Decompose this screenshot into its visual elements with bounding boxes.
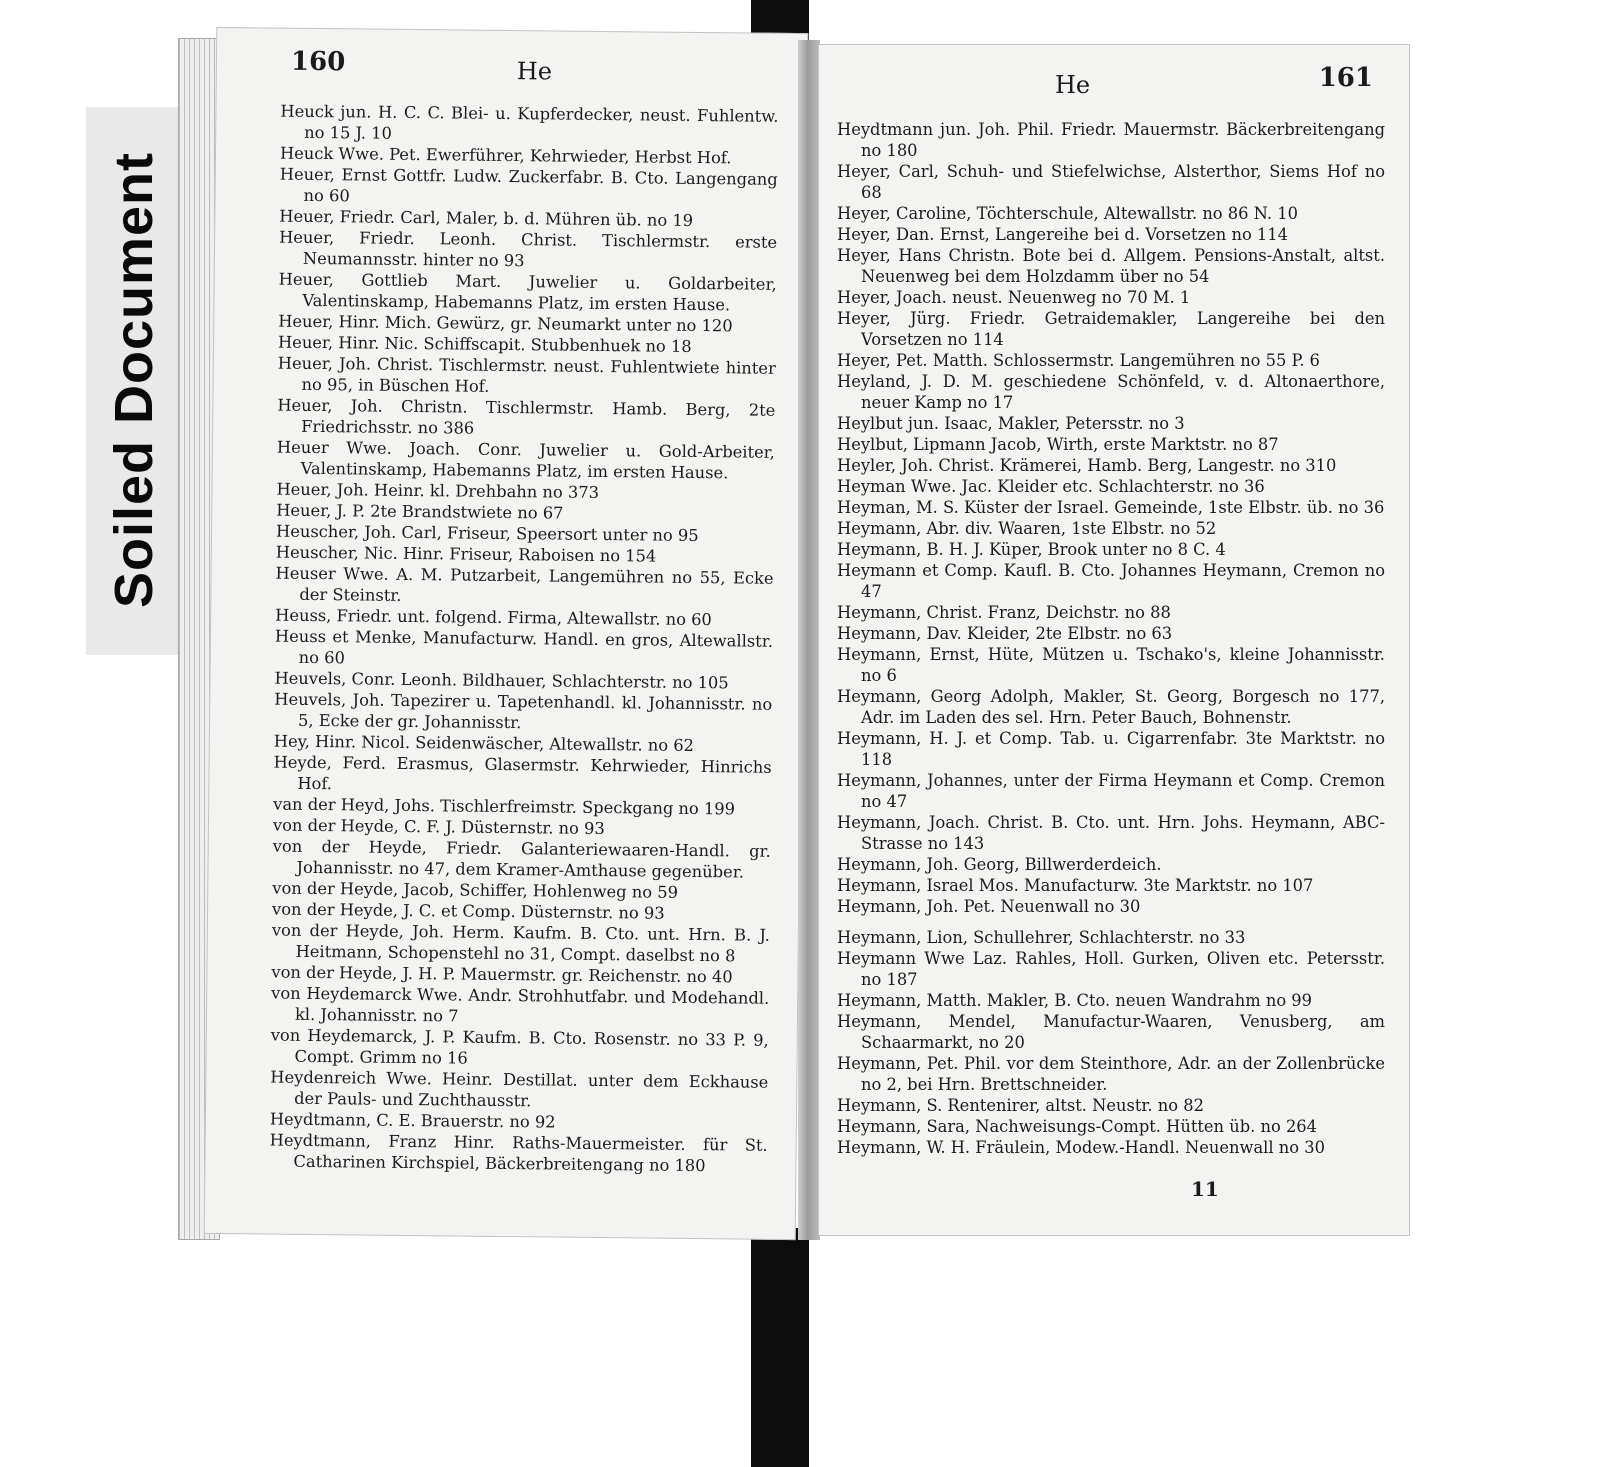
directory-entry: Heymann, Mendel, Manufactur-Waaren, Venusberg, am Schaarmarkt, no 20 — [837, 1012, 1385, 1052]
directory-entry: von der Heyde, Joh. Herm. Kaufm. B. Cto. unt. Hrn. B. J. Heitmann, Schopenstehl no 31, Compt. daselbst no 8 — [271, 920, 770, 966]
directory-entry: von Heydemarck Wwe. Andr. Strohhutfabr. und Modehandl. kl. Johannisstr. no 7 — [271, 983, 770, 1026]
directory-entry: Heymann, Georg Adolph, Makler, St. Georg, Borgesch no 177, Adr. im Laden des sel. Hrn. Peter Bauch, Bohnenstr. — [837, 687, 1385, 727]
directory-entry: Heymann et Comp. Kaufl. B. Cto. Johannes Heymann, Cremon no 47 — [837, 561, 1385, 601]
directory-entry: Heuer, Hinr. Mich. Gewürz, gr. Neumarkt unter no 120 — [278, 311, 733, 336]
left-entry-list — [269, 101, 778, 1177]
directory-entry: Heyer, Pet. Matth. Schlossermstr. Langemühren no 55 P. 6 — [837, 351, 1320, 370]
page-number: 160 — [290, 46, 346, 78]
directory-entry: Heymann, B. H. J. Küper, Brook unter no 8 C. 4 — [837, 540, 1226, 559]
directory-entry: Heyde, Ferd. Erasmus, Glasermstr. Kehrwieder, Hinrichs Hof. — [273, 752, 772, 794]
directory-entry: Heymann, Joach. Christ. B. Cto. unt. Hrn. Johs. Heymann, ABC-Strasse no 143 — [837, 813, 1385, 853]
directory-entry: Heymann, Dav. Kleider, 2te Elbstr. no 63 — [837, 624, 1173, 643]
running-head: He — [1055, 71, 1091, 99]
directory-entry: Heymann, Lion, Schullehrer, Schlachterstr. no 33 — [837, 928, 1246, 947]
directory-entry: Heuck Wwe. Pet. Ewerführer, Kehrwieder, Herbst Hof. — [279, 143, 732, 168]
directory-entry: Heymann, Sara, Nachweisungs-Compt. Hütten üb. no 264 — [837, 1117, 1318, 1136]
directory-entry: Heuvels, Joh. Tapezirer u. Tapetenhandl. kl. Johannisstr. no 5, Ecke der gr. Johannisstr. — [274, 689, 773, 733]
directory-entry: Heymann Wwe Laz. Rahles, Holl. Gurken, Oliven etc. Petersstr. no 187 — [837, 949, 1385, 989]
directory-entry: Heuer, Friedr. Carl, Maler, b. d. Mühren üb. no 19 — [279, 206, 694, 230]
directory-entry: Heymann, W. H. Fräulein, Modew.-Handl. Neuenwall no 30 — [837, 1138, 1325, 1157]
directory-entry: Heymann, S. Rentenirer, altst. Neustr. no 82 — [837, 1096, 1204, 1115]
directory-entry: Heuser Wwe. A. M. Putzarbeit, Langemühren no 55, Ecke der Steinstr. — [275, 563, 774, 605]
directory-entry: Heyer, Dan. Ernst, Langereihe bei d. Vorsetzen no 114 — [837, 225, 1288, 244]
left-page — [204, 27, 809, 1240]
directory-entry: Heymann, Abr. div. Waaren, 1ste Elbstr. no 52 — [837, 519, 1217, 538]
directory-entry: Heydtmann, Franz Hinr. Raths-Mauermeister. für St. Catharinen Kirchspiel, Bäckerbreitengang no 180 — [269, 1130, 768, 1176]
directory-entry: Heuer, Ernst Gottfr. Ludw. Zuckerfabr. B. Cto. Langengang no 60 — [279, 164, 778, 206]
signature-mark: 11 — [1191, 1177, 1219, 1201]
directory-entry: Heuer, Gottlieb Mart. Juwelier u. Goldarbeiter, Valentinskamp, Habemanns Platz, im ersten Hause. — [278, 269, 777, 315]
directory-entry: Heyer, Carl, Schuh- und Stiefelwichse, Alsterthor, Siems Hof no 68 — [837, 162, 1385, 202]
directory-entry: Heyer, Caroline, Töchterschule, Altewallstr. no 86 N. 10 — [837, 204, 1298, 223]
directory-entry: Heuss et Menke, Manufacturw. Handl. en gros, Altewallstr. no 60 — [274, 626, 774, 668]
right-entry-list — [837, 119, 1385, 1158]
directory-entry: von der Heyde, Jacob, Schiffer, Hohlenweg no 59 — [272, 878, 679, 902]
directory-entry: Heuscher, Nic. Hinr. Friseur, Raboisen no 154 — [275, 542, 657, 566]
directory-entry: Heyer, Jürg. Friedr. Getraidemakler, Langereihe bei den Vorsetzen no 114 — [837, 309, 1385, 349]
directory-entry: Heymann, Israel Mos. Manufacturw. 3te Marktstr. no 107 — [837, 876, 1314, 895]
directory-entry: Heymann, Joh. Pet. Neuenwall no 30 — [837, 897, 1141, 916]
directory-entry: Heuer, Joh. Christn. Tischlermstr. Hamb. Berg, 2te Friedrichsstr. no 386 — [277, 395, 776, 438]
binding-strip-bottom — [751, 1228, 809, 1467]
directory-entry: von der Heyde, Friedr. Galanteriewaaren-Handl. gr. Johannisstr. no 47, dem Kramer-Amthause gegenüber. — [272, 836, 771, 882]
right-page — [818, 44, 1410, 1236]
directory-entry: Heyland, J. D. M. geschiedene Schönfeld, v. d. Altonaerthore, neuer Kamp no 17 — [837, 372, 1385, 412]
directory-entry: Heuer Wwe. Joach. Conr. Juwelier u. Gold-Arbeiter, Valentinskamp, Habemanns Platz, im ersten Hause. — [276, 437, 776, 483]
directory-entry: von Heydemarck, J. P. Kaufm. B. Cto. Rosenstr. no 33 P. 9, Compt. Grimm no 16 — [270, 1025, 769, 1068]
directory-entry: Heuck jun. H. C. C. Blei- u. Kupferdecker, neust. Fuhlentw. no 15 J. 10 — [280, 101, 779, 143]
directory-entry: Heymann, Joh. Georg, Billwerderdeich. — [837, 855, 1162, 874]
directory-entry: Heymann, H. J. et Comp. Tab. u. Cigarrenfabr. 3te Marktstr. no 118 — [837, 729, 1385, 769]
directory-entry: Heydtmann jun. Joh. Phil. Friedr. Mauermstr. Bäckerbreitengang no 180 — [837, 120, 1385, 160]
directory-entry: Heuer, J. P. 2te Brandstwiete no 67 — [276, 500, 564, 523]
directory-entry: Heuer, Joh. Heinr. kl. Drehbahn no 373 — [276, 479, 600, 502]
directory-entry: Heuer, Joh. Christ. Tischlermstr. neust. Fuhlentwiete hinter no 95, in Büschen Hof. — [277, 353, 776, 396]
directory-entry: Heuss, Friedr. unt. folgend. Firma, Altewallstr. no 60 — [275, 605, 712, 630]
directory-entry: Heuvels, Conr. Leonh. Bildhauer, Schlachterstr. no 105 — [274, 668, 729, 693]
directory-entry: Heymann, Pet. Phil. vor dem Steinthore, Adr. an der Zollenbrücke no 2, bei Hrn. Brettschneider. — [837, 1054, 1385, 1094]
directory-entry: Heyman Wwe. Jac. Kleider etc. Schlachterstr. no 36 — [837, 477, 1265, 496]
directory-entry: Heylbut, Lipmann Jacob, Wirth, erste Marktstr. no 87 — [837, 435, 1279, 454]
directory-entry: Heyman, M. S. Küster der Israel. Gemeinde, 1ste Elbstr. üb. no 36 — [837, 498, 1385, 517]
running-head: He — [516, 57, 553, 86]
directory-entry: Heymann, Matth. Makler, B. Cto. neuen Wandrahm no 99 — [837, 991, 1313, 1010]
directory-entry: Heylbut jun. Isaac, Makler, Petersstr. no 3 — [837, 414, 1185, 433]
directory-entry: Hey, Hinr. Nicol. Seidenwäscher, Altewallstr. no 62 — [273, 731, 695, 755]
directory-entry: Heuer, Friedr. Leonh. Christ. Tischlermstr. erste Neumannsstr. hinter no 93 — [279, 227, 778, 271]
directory-entry: von der Heyde, C. F. J. Düsternstr. no 93 — [272, 815, 605, 839]
directory-entry: Heymann, Christ. Franz, Deichstr. no 88 — [837, 603, 1171, 622]
directory-entry: von der Heyde, J. H. P. Mauermstr. gr. Reichenstr. no 40 — [271, 962, 733, 987]
directory-entry: Heymann, Johannes, unter der Firma Heymann et Comp. Cremon no 47 — [837, 771, 1385, 811]
stamp-label: Soiled Document — [104, 151, 164, 609]
right-page-header — [819, 45, 1409, 107]
directory-entry: Heyler, Joh. Christ. Krämerei, Hamb. Berg, Langestr. no 310 — [837, 456, 1337, 475]
directory-entry: van der Heyd, Johs. Tischlerfreimstr. Speckgang no 199 — [273, 794, 736, 819]
book-gutter — [798, 40, 820, 1240]
directory-entry: Heyer, Joach. neust. Neuenweg no 70 M. 1 — [837, 288, 1191, 307]
page-number: 161 — [1318, 63, 1373, 93]
directory-entry: Heuer, Hinr. Nic. Schiffscapit. Stubbenhuek no 18 — [277, 332, 692, 356]
directory-entry: Heymann, Ernst, Hüte, Mützen u. Tschako's, kleine Johannisstr. no 6 — [837, 645, 1385, 685]
directory-entry: Heydenreich Wwe. Heinr. Destillat. unter dem Eckhause der Pauls- und Zuchthausstr. — [270, 1067, 769, 1111]
directory-entry: von der Heyde, J. C. et Comp. Düsternstr. no 93 — [272, 899, 665, 923]
directory-entry: Heyer, Hans Christn. Bote bei d. Allgem. Pensions-Anstalt, altst. Neuenweg bei dem Holzdamm über no 54 — [837, 246, 1385, 286]
directory-entry: Heydtmann, C. E. Brauerstr. no 92 — [269, 1109, 556, 1132]
directory-entry: Heuscher, Joh. Carl, Friseur, Speersort unter no 95 — [275, 521, 699, 546]
left-page-header — [217, 28, 808, 96]
